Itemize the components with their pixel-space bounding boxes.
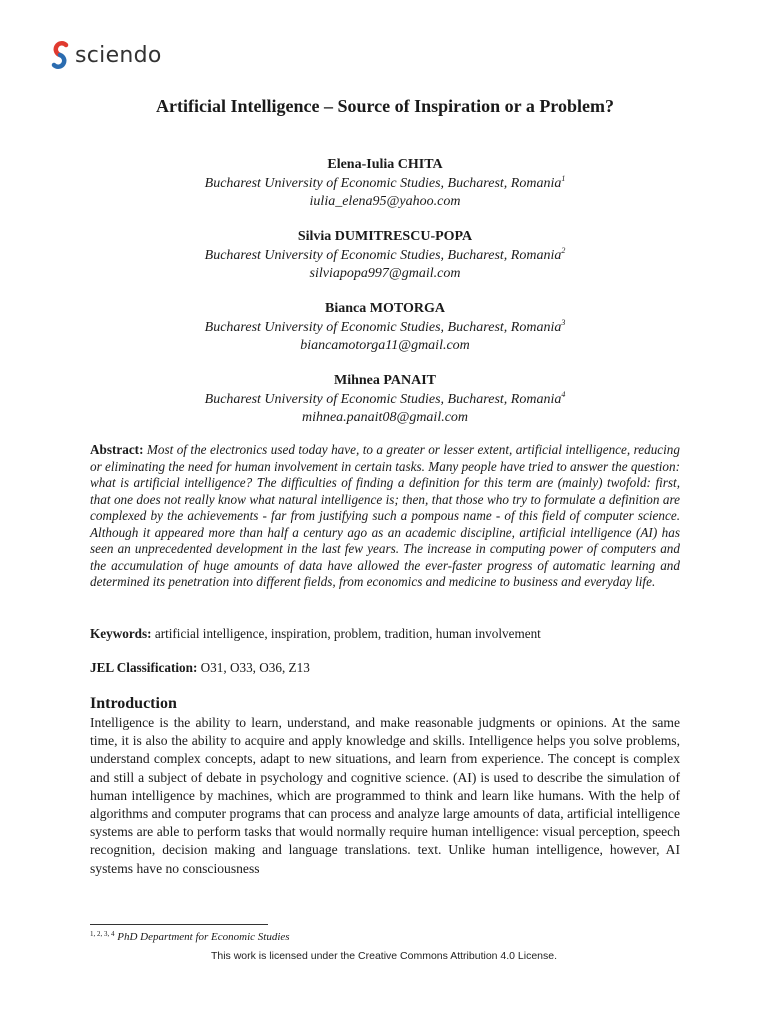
footnote-ref[interactable]: 1 — [561, 173, 566, 183]
author-email[interactable]: biancamotorga11@gmail.com — [300, 338, 470, 353]
author-affiliation: Bucharest University of Economic Studies, Bucharest, Romania$^3$ — [204, 317, 566, 335]
footnote-marks: 1, 2, 3, 4 — [90, 930, 115, 938]
footnote-ref[interactable]: 2 — [561, 245, 566, 255]
section-heading-introduction: Introduction — [90, 695, 177, 712]
author-affiliation: Bucharest University of Economic Studies, Bucharest, Romania$^1$ — [204, 173, 566, 191]
footnote-divider — [90, 924, 268, 925]
sciendo-logo — [50, 40, 162, 70]
abstract-text: Most of the electronics used today have, to a greater or lesser extent, artificial intelligence, reducing or eliminating the need for human involvement in certain tasks. Many people have tried to answer the question: what is artificial intelligence? The difficulties of finding a definition for this term are (mainly) twofold: first, that one does not really know what natural intelligence is; then, that those who try to formulate a definition are complexed by the achievements - far from justifying such a pompous name - of this field of computer science. Although it appeared more than half a century ago as an academic discipline, artificial intelligence (AI) has seen an unprecedented development in the last few years. The increase in computing power of computers and the accumulation of huge amounts of data have allowed the ever-faster progress of automatic learning and determined its penetration into different fields, from economics and medicine to business and everyday life. — [90, 442, 680, 589]
author-name: Bianca MOTORGA — [325, 301, 445, 316]
jel-classification — [90, 659, 680, 676]
author-block — [90, 228, 680, 284]
author-email[interactable]: iulia_elena95@yahoo.com — [309, 194, 461, 209]
keywords-label: Keywords: — [90, 626, 152, 641]
footnote-text: PhD Department for Economic Studies — [117, 931, 290, 943]
author-affiliation: Bucharest University of Economic Studies, Bucharest, Romania$^4$ — [204, 389, 566, 407]
paper-title: Artificial Intelligence – Source of Inspiration or a Problem? — [156, 96, 614, 116]
author-email[interactable]: mihnea.panait08@gmail.com — [301, 410, 469, 425]
sciendo-s-logo-icon — [50, 41, 70, 69]
author-email[interactable]: silviapopa997@gmail.com — [309, 266, 461, 281]
author-block — [90, 372, 680, 428]
footnote-ref[interactable]: 4 — [561, 389, 566, 399]
jel-label: JEL Classification: — [90, 660, 198, 675]
author-affiliation: Bucharest University of Economic Studies, Bucharest, Romania$^2$ — [204, 245, 566, 263]
author-name: Mihnea PANAIT — [333, 373, 437, 388]
abstract-label: Abstract: — [90, 442, 144, 457]
author-block — [90, 156, 680, 212]
jel-codes: O31, O33, O36, Z13 — [200, 660, 310, 675]
keywords — [90, 625, 680, 642]
author-name: Elena-Iulia CHITA — [327, 157, 443, 172]
author-block — [90, 300, 680, 356]
footnote-ref[interactable]: 3 — [561, 317, 566, 327]
author-list — [90, 156, 680, 444]
introduction-paragraph: Intelligence is the ability to learn, understand, and make reasonable judgments or opinions. At the same time, it is also the ability to acquire and apply knowledge and skills. Intelligence helps you solve problems, understand complex concepts, adapt to new situations, and learn from experience. The concept is complex and still a subject of debate in psychology and cognitive science. (AI) is used to describe the simulation of human intelligence by machines, which are programmed to think and learn like humans. With the help of algorithms and computer programs that can process and analyze large amounts of data, artificial intelligence systems are able to perform tasks that would normally require human intelligence: visual perception, speech recognition, decision making and language translations. text. Unlike human intelligence, however, AI systems have no consciousness — [90, 715, 680, 876]
keywords-text: artificial intelligence, inspiration, problem, tradition, human involvement — [154, 626, 541, 641]
author-name: Silvia DUMITRESCU-POPA — [297, 229, 473, 244]
license-notice: This work is licensed under the Creative Commons Attribution 4.0 License. — [210, 950, 558, 962]
publisher-name: sciendo — [75, 42, 162, 68]
abstract — [90, 442, 680, 591]
footnote — [90, 930, 290, 944]
